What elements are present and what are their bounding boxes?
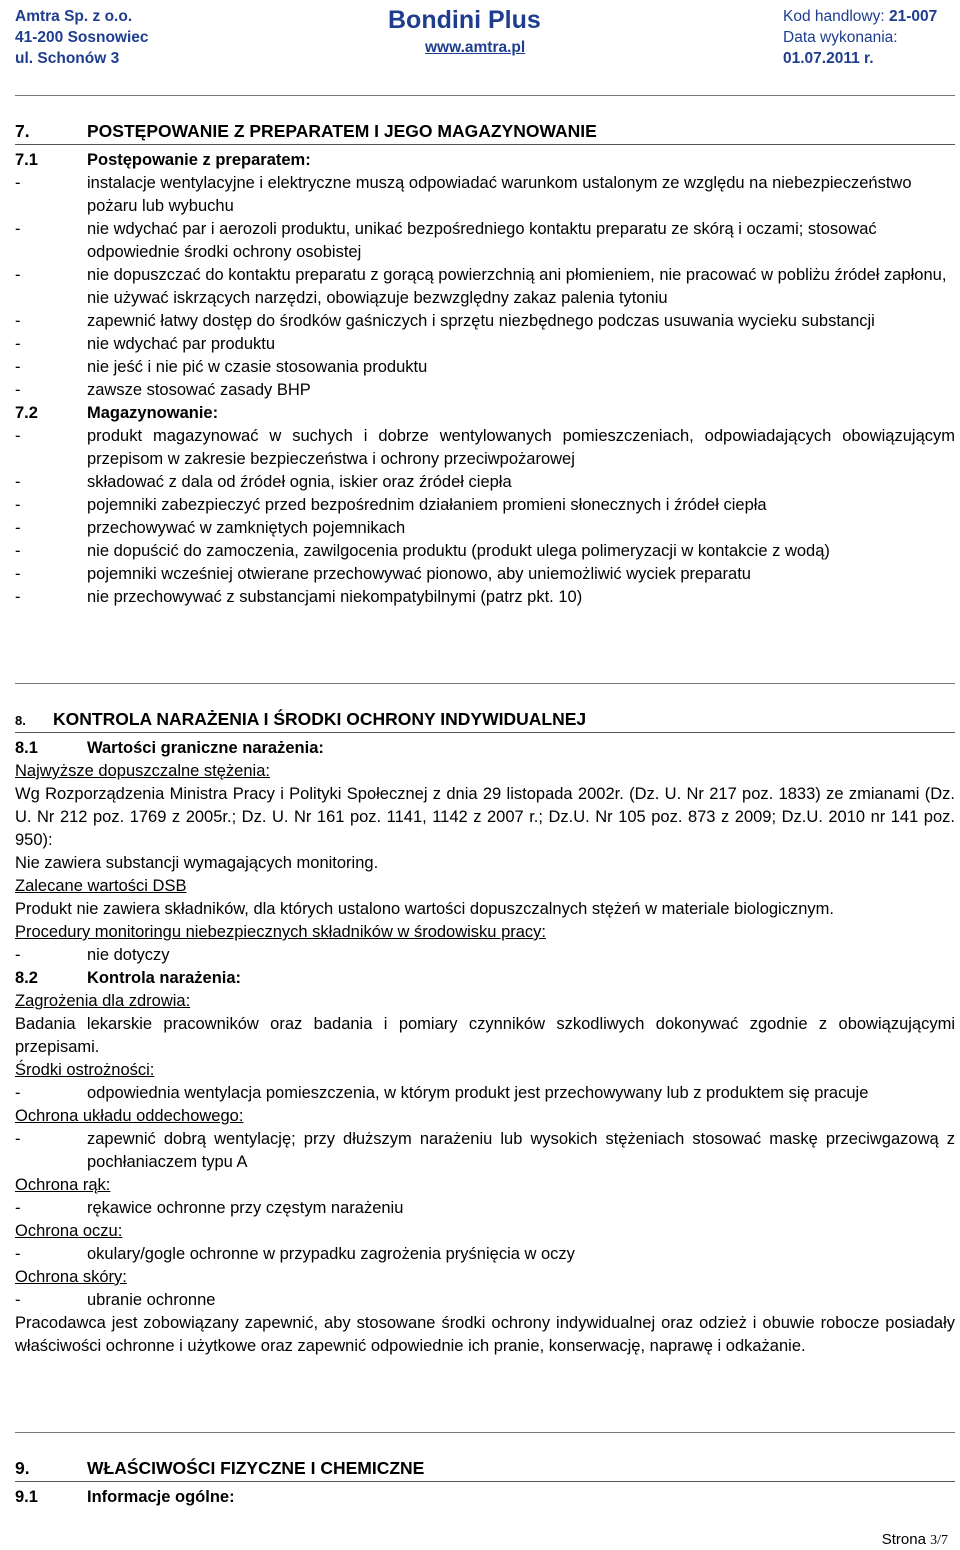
caution-heading: Środki ostrożności: — [15, 1061, 155, 1079]
section-7-heading: POSTĘPOWANIE Z PREPARATEM I JEGO MAGAZYNOWANIE — [87, 121, 597, 141]
health-text: Badania lekarskie pracowników oraz badania i pomiary czynników szkodliwych dokonywać zgodnie z obowiązującymi przepisami. — [15, 1015, 955, 1056]
trade-code-label: Kod handlowy: — [783, 8, 885, 25]
list-item: - nie dopuścić do zamoczenia, zawilgocenia produktu (produkt ulega polimeryzacji w kontakcie z wodą) — [15, 542, 830, 560]
subsection-8-1-title: 8.1 Wartości graniczne narażenia: — [15, 739, 324, 757]
section-9-body — [15, 1486, 955, 1509]
page-number: 3/7 — [930, 1533, 948, 1548]
employer-text: Pracodawca jest zobowiązany zapewnić, aby stosowane środki ochrony indywidualnej oraz odzież i obuwie robocze posiadały właściwości ochronne i użytkowe oraz zapewnić odpowiednie ich pranie, konserwację, naprawę i odkażanie. — [15, 1314, 955, 1355]
hands-heading: Ochrona rąk: — [15, 1176, 111, 1194]
nds-text: Wg Rozporządzenia Ministra Pracy i Polityki Społecznej z dnia 29 listopada 2002r. (Dz. U. Nr 217 poz. 1833) ze zmianami (Dz. U. Nr 212 poz. 1769 z 2005r.; Dz. U. Nr 161 poz. 1141, 1142 z 2007 r.; Dz.U. Nr 105 poz. 873 z 2009; Dz.U. 2010 nr 141 poz. 950): — [15, 785, 955, 849]
section-8-body — [15, 737, 955, 1358]
list-item: - zapewnić łatwy dostęp do środków gaśniczych i sprzętu niezbędnego podczas usuwania wycieku substancji — [15, 312, 875, 330]
nds-heading: Najwyższe dopuszczalne stężenia: — [15, 762, 270, 780]
date-value: 01.07.2011 r. — [783, 50, 874, 67]
dsb-text: Produkt nie zawiera składników, dla których ustalono wartości dopuszczalnych stężeń w materiale biologicznym. — [15, 900, 834, 918]
list-item: - nie przechowywać z substancjami niekompatybilnymi (patrz pkt. 10) — [15, 588, 583, 606]
list-item: - nie wdychać par produktu — [15, 335, 276, 353]
section-8-number: 8. — [15, 713, 26, 728]
company-street: ul. Schonów 3 — [15, 50, 120, 67]
section-7-title — [15, 121, 955, 145]
list-item: - zapewnić dobrą wentylację; przy dłuższym narażeniu lub wysokich stężeniach stosować maskę przeciwgazową z pochłaniaczem typu A — [15, 1130, 955, 1171]
skin-heading: Ochrona skóry: — [15, 1268, 127, 1286]
document-header — [0, 6, 960, 76]
page-footer — [882, 1531, 948, 1549]
date-label: Data wykonania: — [783, 29, 898, 46]
subsection-9-1-title: 9.1 Informacje ogólne: — [15, 1488, 235, 1506]
health-heading: Zagrożenia dla zdrowia: — [15, 992, 191, 1010]
list-item: - przechowywać w zamkniętych pojemnikach — [15, 519, 406, 537]
list-item: - pojemniki zabezpieczyć przed bezpośrednim działaniem promieni słonecznych i źródeł ciepła — [15, 496, 767, 514]
section-7-divider — [15, 683, 955, 684]
list-item: - nie dopuszczać do kontaktu preparatu z gorącą powierzchnią ani płomieniem, nie pracować w pobliżu źródeł zapłonu, nie używać iskrzących narzędzi, obowiązuje bezwzględny zakaz palenia tytoniu — [15, 266, 947, 307]
list-item: - okulary/gogle ochronne w przypadku zagrożenia pryśnięcia w oczy — [15, 1245, 575, 1263]
subsection-8-2-title: 8.2 Kontrola narażenia: — [15, 969, 242, 987]
page-label: Strona — [881, 1531, 926, 1548]
list-item: - składować z dala od źródeł ognia, iskier oraz źródeł ciepła — [15, 473, 512, 491]
trade-code-value: 21-007 — [889, 8, 938, 25]
list-item: - ubranie ochronne — [15, 1291, 216, 1309]
company-name: Amtra Sp. z o.o. — [15, 8, 133, 25]
section-8-heading: KONTROLA NARAŻENIA I ŚRODKI OCHRONY INDYWIDUALNEJ — [53, 709, 587, 729]
respiratory-heading: Ochrona układu oddechowego: — [15, 1107, 244, 1125]
section-8-divider — [15, 1432, 955, 1433]
website-link[interactable]: www.amtra.pl — [425, 39, 526, 56]
list-item: - pojemniki wcześniej otwierane przechowywać pionowo, aby uniemożliwić wyciek preparatu — [15, 565, 751, 583]
list-item: - nie jeść i nie pić w czasie stosowania produktu — [15, 358, 428, 376]
company-info — [15, 6, 149, 69]
subsection-7-1-title: 7.1 Postępowanie z preparatem: — [15, 151, 311, 169]
document-meta — [783, 6, 937, 69]
list-item: - nie wdychać par i aerozoli produktu, unikać bezpośredniego kontaktu preparatu ze skórą i oczami; stosować odpowiednie środki ochrony osobistej — [15, 220, 877, 261]
list-item: - nie dotyczy — [15, 946, 170, 964]
monitoring-heading: Procedury monitoringu niebezpiecznych składników w środowisku pracy: — [15, 923, 546, 941]
section-9-number: 9. — [15, 1458, 30, 1478]
section-9-title — [15, 1458, 955, 1482]
list-item: - zawsze stosować zasady BHP — [15, 381, 311, 399]
list-item: - instalacje wentylacyjne i elektryczne muszą odpowiadać warunkom ustalonym ze względu na niebezpieczeństwo pożaru lub wybuchu — [15, 174, 912, 215]
subsection-7-2-title: 7.2 Magazynowanie: — [15, 404, 219, 422]
header-divider — [15, 95, 955, 96]
product-block — [388, 6, 583, 57]
list-item: - rękawice ochronne przy częstym narażeniu — [15, 1199, 404, 1217]
section-8-title — [15, 709, 955, 733]
nds-note: Nie zawiera substancji wymagających monitoring. — [15, 854, 379, 872]
eyes-heading: Ochrona oczu: — [15, 1222, 123, 1240]
trade-code — [783, 6, 937, 27]
section-9-heading: WŁAŚCIWOŚCI FIZYCZNE I CHEMICZNE — [87, 1458, 425, 1478]
list-item: - produkt magazynować w suchych i dobrze wentylowanych pomieszczeniach, odpowiadających obowiązującym przepisom w zakresie bezpieczeństwa i ochrony przeciwpożarowej — [15, 427, 955, 468]
dsb-heading: Zalecane wartości DSB — [15, 877, 187, 895]
company-city: 41-200 Sosnowiec — [15, 29, 149, 46]
section-7-number: 7. — [15, 121, 30, 141]
list-item: - odpowiednia wentylacja pomieszczenia, w którym produkt jest przechowywany lub z produktem się pracuje — [15, 1084, 869, 1102]
section-7-body — [15, 149, 955, 609]
product-name: Bondini Plus — [388, 6, 541, 34]
